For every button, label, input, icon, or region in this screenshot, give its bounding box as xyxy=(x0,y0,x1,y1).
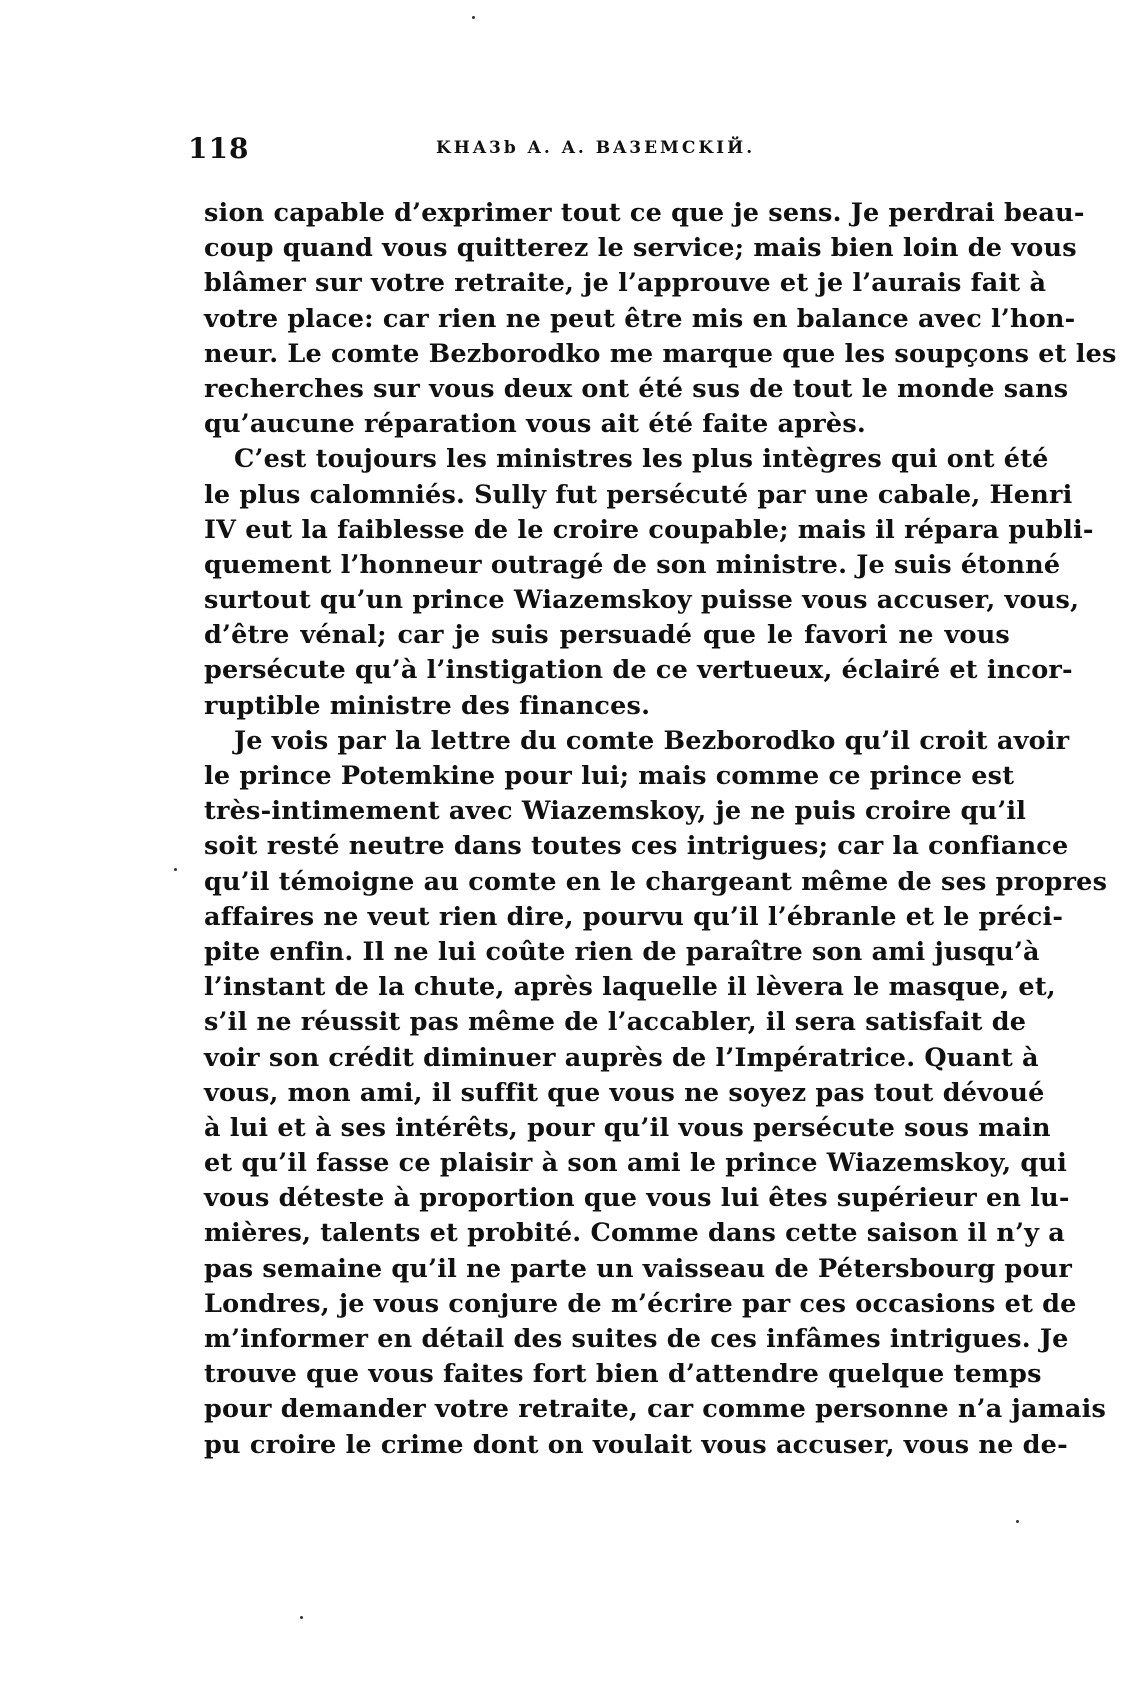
text-line: le prince Potemkine pour lui; mais comme ce prince est xyxy=(204,761,1015,791)
text-line: blâmer sur votre retraite, je l’approuve et je l’aurais fait à xyxy=(204,268,1047,299)
text-line: Londres, je vous conjure de m’écrire par ces occasions et de xyxy=(204,1288,1077,1319)
text-line: vous déteste à proportion que vous lui êtes supérieur en lu- xyxy=(204,1183,1070,1214)
text-line: sion capable d’exprimer tout ce que je sens. Je perdrai beau- xyxy=(204,198,1085,228)
text-line: coup quand vous quitterez le service; mais bien loin de vous xyxy=(204,233,1077,264)
text-line: vous, mon ami, il suffit que vous ne soyez pas tout dévoué xyxy=(204,1077,1045,1108)
text-line: affaires ne veut rien dire, pourvu qu’il l’ébranle et le préci- xyxy=(204,901,1064,932)
text-line: l’instant de la chute, après laquelle il lèvera le masque, et, xyxy=(204,972,1056,1003)
text-line: pas semaine qu’il ne parte un vaisseau de Pétersbourg pour xyxy=(204,1253,1073,1284)
text-line: qu’aucune réparation vous ait été faite après. xyxy=(204,409,866,440)
page-number: 118 xyxy=(188,132,250,165)
text-line: votre place: car rien ne peut être mis en balance avec l’hon- xyxy=(204,303,1076,334)
text-line: d’être vénal; car je suis persuadé que le favori ne vous xyxy=(204,620,1010,651)
text-line: recherches sur vous deux ont été sus de tout le monde sans xyxy=(204,373,1069,404)
text-line: à lui et à ses intérêts, pour qu’il vous persécute sous main xyxy=(204,1112,1051,1143)
text-line: et qu’il fasse ce plaisir à son ami le prince Wiazemskoy, qui xyxy=(204,1148,1068,1179)
text-line: IV eut la faiblesse de le croire coupable; mais il répara publi- xyxy=(204,514,1094,545)
text-line: mières, talents et probité. Comme dans cette saison il n’y a xyxy=(204,1218,1065,1249)
text-line: surtout qu’un prince Wiazemskoy puisse vous accuser, vous, xyxy=(204,585,1080,616)
text-line: quement l’honneur outragé de son ministre. Je suis étonné xyxy=(204,549,1061,580)
text-line: neur. Le comte Bezborodko me marque que les soupçons et les xyxy=(204,338,1117,369)
text-line: voir son crédit diminuer auprès de l’Impératrice. Quant à xyxy=(204,1042,1039,1073)
paragraph-start-line: Je vois par la lettre du comte Bezborodko qu’il croit avoir xyxy=(234,725,1070,756)
text-line: ruptible ministre des finances. xyxy=(204,690,651,721)
text-line: pour demander votre retraite, car comme personne n’a jamais xyxy=(204,1394,1107,1425)
text-line: soit resté neutre dans toutes ces intrigues; car la confiance xyxy=(204,831,1069,862)
text-line: le plus calomniés. Sully fut persécuté par une cabale, Henri xyxy=(204,479,1073,510)
scan-speck xyxy=(174,868,177,871)
text-line: pu croire le crime dont on voulait vous accuser, vous ne de- xyxy=(204,1429,1068,1460)
text-line: trouve que vous faites fort bien d’attendre quelque temps xyxy=(204,1359,1042,1390)
text-line: pite enfin. Il ne lui coûte rien de paraître son ami jusqu’à xyxy=(204,936,1040,967)
paragraph-start-line: C’est toujours les ministres les plus intègres qui ont été xyxy=(234,444,1049,475)
text-line: qu’il témoigne au comte en le chargeant même de ses propres xyxy=(204,866,1108,897)
text-line: m’informer en détail des suites de ces infâmes intrigues. Je xyxy=(204,1324,1069,1354)
scan-speck xyxy=(300,1616,303,1619)
body-text xyxy=(204,196,1117,1463)
text-line: s’il ne réussit pas même de l’accabler, il sera satisfait de xyxy=(204,1007,1027,1038)
text-line: persécute qu’à l’instigation de ce vertueux, éclairé et incor- xyxy=(204,655,1073,686)
running-title: KHA3b A. A. BA3EMCKIЙ. xyxy=(436,138,756,158)
text-line: très-intimement avec Wiazemskoy, je ne puis croire qu’il xyxy=(204,796,1027,827)
scan-speck xyxy=(1016,1520,1019,1523)
running-head xyxy=(188,132,1008,172)
scan-speck xyxy=(472,16,475,19)
